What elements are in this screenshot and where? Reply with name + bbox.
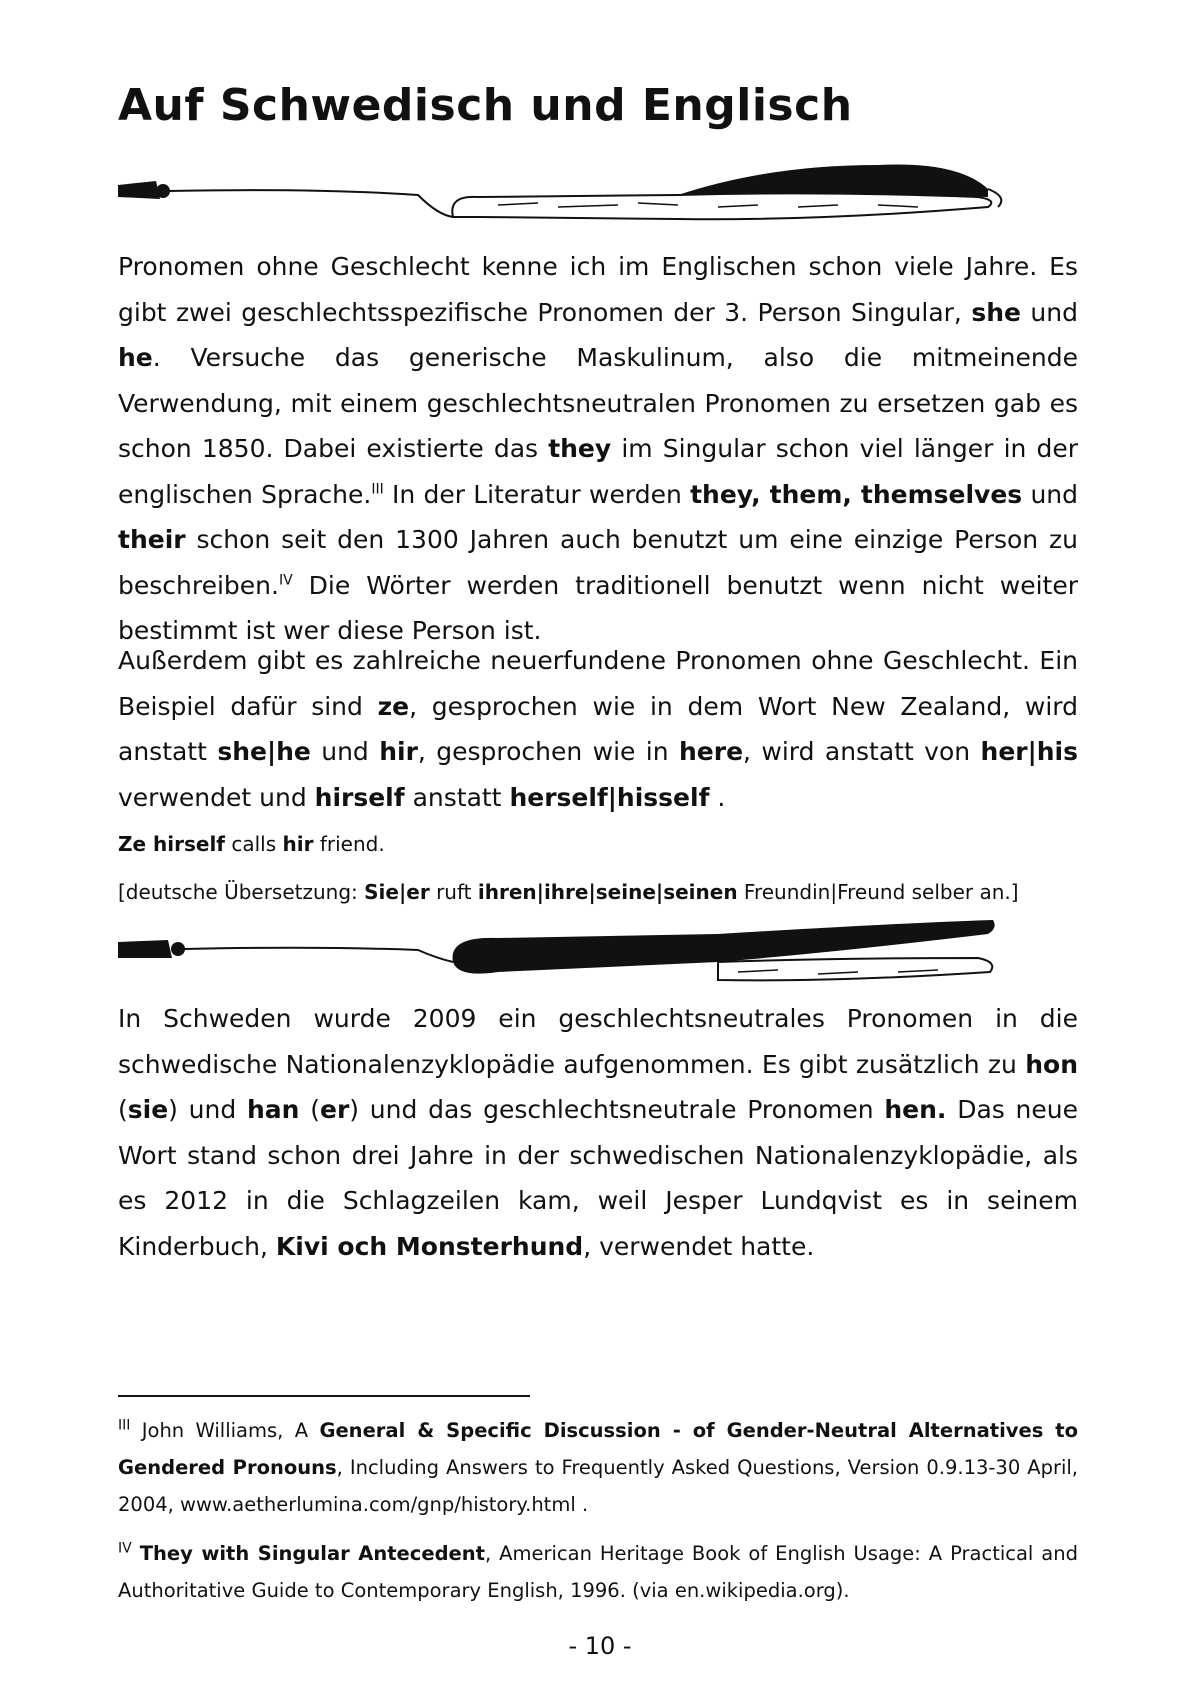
- pencil-divider-top: [118, 155, 1078, 235]
- example-sentence: Ze hirself calls hir friend.: [118, 832, 385, 856]
- paragraph-neopronouns: Außerdem gibt es zahlreiche neuerfundene Pronomen ohne Geschlecht. Ein Beispiel dafür sind ze, gesprochen wie in dem Wort New Zealand, wird anstatt she|he und hir, gesprochen wie in here, wird anstatt von her|his verwendet und hirself anstatt herself|hisself .: [118, 646, 1078, 812]
- footnote-separator: [118, 1395, 530, 1397]
- pencil-divider-middle: [118, 918, 1078, 990]
- paragraph-english-pronouns: Pronomen ohne Geschlecht kenne ich im Englischen schon viele Jahre. Es gibt zwei geschlechtsspezifische Pronomen der 3. Person Singular, she und he. Versuche das generische Maskulinum, also die mitmeinende Verwendung, mit einem geschlechtsneutralen Pronomen zu ersetzen gab es schon 1850. Dabei existierte das they im Singular schon viel länger in der englischen Sprache.$^{III}$ In der Literatur werden they, them, themselves und their schon seit den 1300 Jahren auch benutzt um eine einzige Person zu beschreiben.$^{IV}$ Die Wörter werden traditionell benutzt wenn nicht weiter bestimmt ist wer diese Person ist.: [118, 252, 1079, 645]
- footnote-ref-iv: IV: [278, 572, 293, 589]
- footnote-iv: $^{IV}$ They with Singular Antecedent, American Heritage Book of English Usage: A Practical and Authoritative Guide to Contemporary English, 1996. (via en.wikipedia.org).: [118, 1540, 1078, 1602]
- example-translation: [deutsche Übersetzung: Sie|er ruft ihren|ihre|seine|seinen Freundin|Freund selber an.]: [118, 880, 1019, 904]
- footnote-iii: $^{III}$ John Williams, A General & Specific Discussion - of Gender-Neutral Alternatives to Gendered Pronouns, Including Answers to Frequently Asked Questions, Version 0.9.13-30 April, 2004, www.aetherlumina.com/gnp/history.html .: [118, 1417, 1079, 1516]
- page-number: - 10 -: [568, 1632, 632, 1660]
- page-title: Auf Schwedisch und Englisch: [118, 80, 853, 131]
- paragraph-swedish-hen: In Schweden wurde 2009 ein geschlechtsneutrales Pronomen in die schwedische Nationalenzyklopädie aufgenommen. Es gibt zusätzlich zu hon (sie) und han (er) und das geschlechtsneutrale Pronomen hen. Das neue Wort stand schon drei Jahre in der schwedischen Nationalenzyklopädie, als es 2012 in die Schlagzeilen kam, weil Jesper Lundqvist es in seinem Kinderbuch, Kivi och Monsterhund, verwendet hatte.: [118, 1004, 1078, 1261]
- footnote-ref-iii: III: [371, 481, 384, 498]
